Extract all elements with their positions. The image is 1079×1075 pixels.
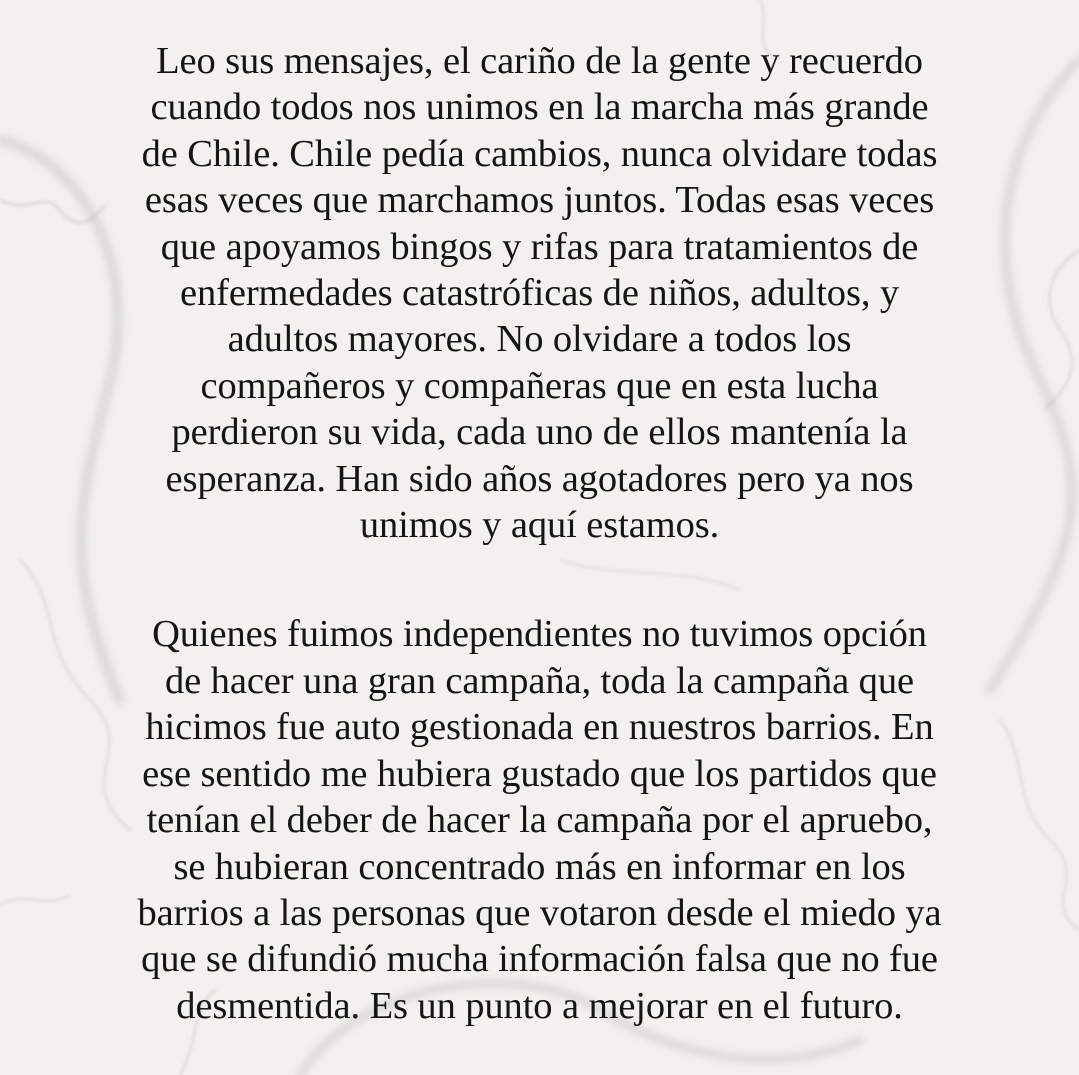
text-line: que se difundió mucha información falsa que no fue: [141, 938, 938, 981]
text-line: enfermedades catastróficas de niños, adultos, y: [179, 272, 900, 315]
text-line: hicimos fue auto gestionada en nuestros barrios. En: [145, 706, 934, 749]
text-line: esas veces que marchamos juntos. Todas esas veces: [144, 179, 935, 222]
text-line: compañeros y compañeras que en esta lucha: [200, 364, 879, 407]
text-line: de hacer una gran campaña, toda la campaña que: [165, 659, 914, 702]
text-line: ese sentido me hubiera gustado que los partidos que: [142, 752, 937, 795]
text-line: tenían el deber de hacer la campaña por el apruebo,: [146, 799, 933, 842]
text-line: que apoyamos bingos y rifas para tratamientos de: [160, 225, 919, 268]
text-line: Leo sus mensajes, el cariño de la gente y recuerdo: [156, 40, 923, 82]
text-line: de Chile. Chile pedía cambios, nunca olvidare todas: [141, 132, 938, 175]
text-line: adultos mayores. No olvidare a todos los: [227, 318, 852, 361]
text-line: barrios a las personas que votaron desde el miedo ya: [137, 891, 942, 934]
text-line: Quienes fuimos independientes no tuvimos opción: [152, 613, 927, 656]
text-line: esperanza. Han sido años agotadores pero ya nos: [165, 457, 914, 500]
text-line: se hubieran concentrado más en informar en los: [173, 845, 906, 888]
story-text: [40, 38, 1039, 1029]
paragraph-1: [40, 38, 1039, 548]
paragraph-2: [40, 611, 1039, 1029]
text-line: cuando todos nos unimos en la marcha más grande: [150, 86, 929, 129]
text-line: unimos y aquí estamos.: [359, 504, 720, 547]
text-line: desmentida. Es un punto a mejorar en el futuro.: [176, 984, 903, 1027]
text-line: perdieron su vida, cada uno de ellos mantenía la: [171, 411, 908, 454]
